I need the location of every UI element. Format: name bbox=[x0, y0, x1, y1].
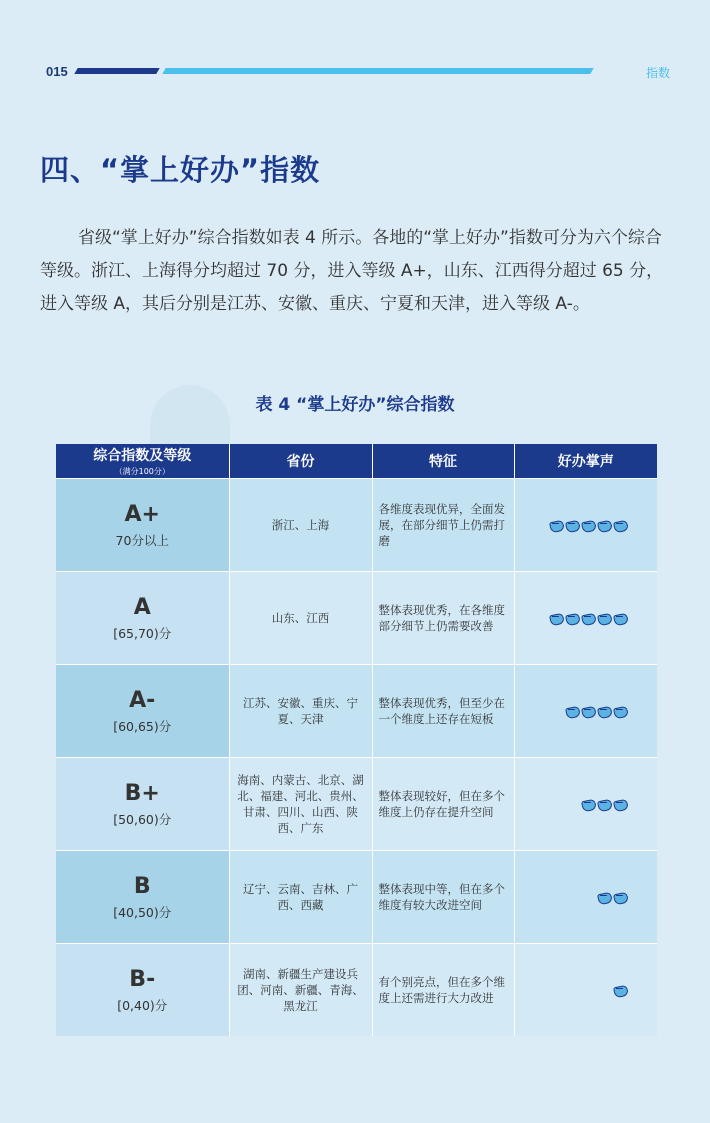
grade-label: B+ bbox=[124, 780, 160, 806]
section-title: 四、“掌上好办”指数 bbox=[40, 153, 321, 187]
grade-range: [40,50)分 bbox=[113, 904, 172, 920]
header-grade-label: 综合指数及等级 bbox=[93, 448, 192, 464]
clapping-hands-icon bbox=[565, 613, 579, 625]
claps-cell bbox=[514, 479, 657, 572]
clapping-hands-icon bbox=[597, 706, 611, 718]
grade-cell bbox=[56, 479, 229, 572]
grade-label: A+ bbox=[124, 501, 160, 527]
grade-range: [0,40)分 bbox=[117, 997, 168, 1013]
grade-cell bbox=[56, 851, 229, 944]
table-header-row bbox=[56, 444, 657, 479]
features-cell: 整体表现较好，但在多个维度上仍存在提升空间 bbox=[372, 758, 514, 851]
provinces-cell: 湖南、新疆生产建设兵团、河南、新疆、青海、黑龙江 bbox=[229, 944, 372, 1037]
claps-cell bbox=[514, 944, 657, 1037]
table-row bbox=[56, 851, 657, 944]
grade-cell bbox=[56, 572, 229, 665]
features-cell: 整体表现优秀，但至少在一个维度上还存在短板 bbox=[372, 665, 514, 758]
provinces-cell: 山东、江西 bbox=[229, 572, 372, 665]
clapping-hands-icon bbox=[597, 520, 611, 532]
grade-range: [60,65)分 bbox=[113, 718, 172, 734]
clapping-hands-icon bbox=[613, 892, 627, 904]
grade-range: 70分以上 bbox=[115, 532, 169, 548]
grade-label: B bbox=[133, 873, 151, 899]
provinces-cell: 江苏、安徽、重庆、宁夏、天津 bbox=[229, 665, 372, 758]
claps-cell bbox=[514, 758, 657, 851]
page-number: 015 bbox=[46, 64, 68, 79]
grade-label: A bbox=[133, 594, 151, 620]
grade-cell bbox=[56, 758, 229, 851]
grade-label: B- bbox=[129, 966, 156, 992]
features-cell: 整体表现中等，但在多个维度有较大改进空间 bbox=[372, 851, 514, 944]
features-cell: 各维度表现优异，全面发展，在部分细节上仍需打磨 bbox=[372, 479, 514, 572]
header-claps: 好办掌声 bbox=[514, 444, 657, 479]
grade-label: A- bbox=[129, 687, 156, 713]
clapping-hands-icon bbox=[597, 799, 611, 811]
provinces-cell: 辽宁、云南、吉林、广西、西藏 bbox=[229, 851, 372, 944]
clapping-hands-icon bbox=[549, 613, 563, 625]
clapping-hands-icon bbox=[565, 706, 579, 718]
header-provinces: 省份 bbox=[229, 444, 372, 479]
clapping-hands-icon bbox=[613, 985, 627, 997]
table-row bbox=[56, 479, 657, 572]
features-cell: 有个别亮点，但在多个维度上还需进行大力改进 bbox=[372, 944, 514, 1037]
header-bar-light bbox=[162, 68, 593, 74]
index-table bbox=[56, 444, 657, 1036]
header-bar-dark bbox=[74, 68, 159, 74]
table-row bbox=[56, 665, 657, 758]
claps-cell bbox=[514, 572, 657, 665]
clapping-hands-icon bbox=[565, 520, 579, 532]
clapping-hands-icon bbox=[581, 613, 595, 625]
table-row bbox=[56, 944, 657, 1037]
clapping-hands-icon bbox=[613, 613, 627, 625]
table-row bbox=[56, 758, 657, 851]
claps-cell bbox=[514, 851, 657, 944]
header-grade bbox=[56, 444, 229, 479]
grade-cell bbox=[56, 665, 229, 758]
table-row bbox=[56, 572, 657, 665]
header-features: 特征 bbox=[372, 444, 514, 479]
clapping-hands-icon bbox=[581, 520, 595, 532]
provinces-cell: 海南、内蒙古、北京、湖北、福建、河北、贵州、甘肃、四川、山西、陕西、广东 bbox=[229, 758, 372, 851]
features-cell: 整体表现优秀，在各维度部分细节上仍需要改善 bbox=[372, 572, 514, 665]
clapping-hands-icon bbox=[549, 520, 563, 532]
table-caption: 表 4 “掌上好办”综合指数 bbox=[255, 395, 455, 415]
clapping-hands-icon bbox=[613, 706, 627, 718]
section-tag: 指数 bbox=[645, 66, 670, 80]
grade-cell bbox=[56, 944, 229, 1037]
clapping-hands-icon bbox=[581, 799, 595, 811]
claps-cell bbox=[514, 665, 657, 758]
clapping-hands-icon bbox=[613, 520, 627, 532]
clapping-hands-icon bbox=[581, 706, 595, 718]
clapping-hands-icon bbox=[597, 892, 611, 904]
clapping-hands-icon bbox=[597, 613, 611, 625]
clapping-hands-icon bbox=[613, 799, 627, 811]
header-grade-sub: （满分100分） bbox=[114, 467, 170, 476]
provinces-cell: 浙江、上海 bbox=[229, 479, 372, 572]
grade-range: [65,70)分 bbox=[113, 625, 172, 641]
intro-paragraph: 省级“掌上好办”综合指数如表 4 所示。各地的“掌上好办”指数可分为六个综合等级。浙江、上海得分均超过 70 分，进入等级 A+，山东、江西得分超过 65 分，进入等级 A，其后分别是江苏、安徽、重庆、宁夏和天津，进入等级 A-。 bbox=[40, 228, 664, 314]
grade-range: [50,60)分 bbox=[113, 811, 172, 827]
